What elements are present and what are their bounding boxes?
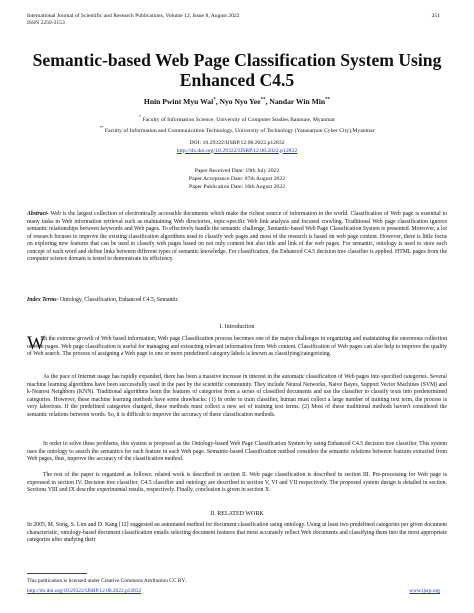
related-work-paragraph-1: In 2005, M. Song, S. Lim and D. Kang [12] suggested an automated method for document classification using ontology. Using at least two predefined categories per given document characteristic, ontology-based document classification entails selecting document features that most accurately reflect Web documents and classifying them into the most appropriate categories after studying their [27,522,447,544]
journal-website-link[interactable]: www.ijsrp.org [409,588,440,594]
abstract-text: Web is the largest collection of electronically accessible documents which make the richest source of information in the world. Classification of Web page is essential to many tasks in Web information retrieval such as maintaining Web directories, topic-specific Web link analysis and focused crawling. Traditional Web page classification ignores semantic relationships between keywords and Web pages. To effectively handle the semantic challenge, Semantic-based Web Page Classification System is presented. Moreover, a lot of research focuses to improve the existing classification algorithms used to classify web pages and most of the research is based on web page content. However, there is little focus on exploring new features that can be used to classify web pages based on not only content but also title and link of the web pages. For semantic, ontology is used to store each concept of each word and define links between different types of semantic knowledge. For classification, the Enhanced C4.5 decision tree classifier is applied. HTML pages from the computer science domain is tested to demonstrate its efficiency. [27,211,447,263]
abstract [27,211,447,264]
page-number: 251 [431,13,440,19]
author-mark: * [213,97,216,103]
paper-title: Semantic-based Web Page Classification System Using Enhanced C4.5 [32,50,442,90]
author-name: Nyo Nyo Yee [219,97,261,106]
doi-block [20,140,454,155]
intro-paragraph-3: In order to solve these problems, this system is proposed as the Ontology-based Web Page Classification System by using Enhanced C4.5 decision tree classifier. This system uses the ontology to search the semantics for each feature in each Web page. Semantic-based Classification method considers the semantic relations between features extracted from Web pages, thus, improve the accuracy of the classification method. [27,441,447,463]
author-separator: , [265,97,270,106]
footer-doi-link[interactable]: http://dx.doi.org/10.29322/IJSRP.12.08.2022.p12832 [27,588,142,594]
intro-paragraph-4: The rest of the paper is organized as follows: related work is described in section II. Web page classification is described in section III. Pre-processing for Web page is expressed in section IV. Decision tree classifier, C4.5 classifier and ontology are described in section V, VI and VII respectively. The proposed system design is detailed in section. Sections VIII and IX describe experimental results, respectively. Finally, conclusion is given in section X. [27,472,447,494]
affiliation-text: Faculty of Information and Communication Technology, University of Technology (Yatanarpon Cyber City),Myanmar [103,127,375,134]
paper-dates [20,167,454,192]
intro-paragraph-1 [27,333,447,359]
accepted-date: Paper Acceptance Date: 07th August 2022 [188,176,286,183]
index-terms [27,297,447,303]
author-mark: ** [260,97,266,103]
drop-cap: W [27,333,45,354]
license-note: This publication is licensed under Creative Commons Attribution CC BY. [27,578,186,584]
affiliation-line [20,124,454,135]
affiliation-line [20,113,454,124]
abstract-label: Abstract- [27,211,49,217]
intro-paragraph-text: ith the extreme growth of Web based information, Web page Classification process becomes one of the major challenges in organizing and maintaining the enormous collection of Web pages. Web page classification is useful for managing and extracting relevant information from Web content. Classification of Web pages can also help to improve the quality of Web search. The process of assigning a Web page to one or more predefined category labels is known as classifying/categorizing. [27,336,447,358]
doi-link[interactable]: http://dx.doi.org/10.29322/IJSRP.12.08.2022.p12832 [176,147,298,154]
author-list [20,97,454,106]
published-date: Paper Publication Date: 16th August 2022 [189,184,285,191]
affiliation-mark: * [139,114,142,119]
author-name: Hnin Pwint Myu Wai [143,97,214,106]
footer-divider [27,573,87,574]
author-name: Nandar Win Min [269,97,326,106]
affiliation-mark: ** [99,124,104,130]
section-heading-related-work: II. RELATED WORK [210,511,264,517]
intro-paragraph-2: As the pace of Internet usage has rapidly expanded, there has been a massive increase in interest in the automatic classification of Web pages into specified categories. Several machine learning algorithms have been successfully used in the past by the scientific community. They include Neural Networks, Naive Bayes, Support Vector Machines (SVM) and k-Nearest Neighbors (KNN). Traditional algorithms learn the features of categories from a series of classified documents and use the classifier to classify texts into predetermined categories. However, these machine learning methods have some drawbacks: (1) In order to train classifier, human must collect a large number of training text term, the process is very laborious. If the predefined categories changed, these methods must collect a new set of training text terms. (2) Most of these traditional methods haven't considered the semantic relations between words. So, it is difficult to improve the accuracy of these classification methods. [27,374,447,418]
received-date: Paper Received Date: 19th July 2022 [194,168,280,174]
doi-label: DOI: 10.29322/IJSRP.12.08.2022.p12832 [189,140,285,146]
author-separator: , [215,97,220,106]
section-heading-introduction: I. Introduction [219,324,255,330]
index-terms-text: - Ontology, Classification, Enhanced C4.5, Semantic [56,297,179,303]
affiliations [20,113,454,135]
author-mark: ** [325,97,331,103]
running-header [27,13,427,27]
journal-name: International Journal of Scientific and Research Publications, Volume 12, Issue 8, August 2022 [27,13,240,19]
index-terms-label: Index Terms [27,297,57,303]
affiliation-text: Faculty of Information Science, University of Computer Studies Banmaw, Myanmar [141,116,335,123]
issn: ISSN 2250-3153 [27,20,65,27]
